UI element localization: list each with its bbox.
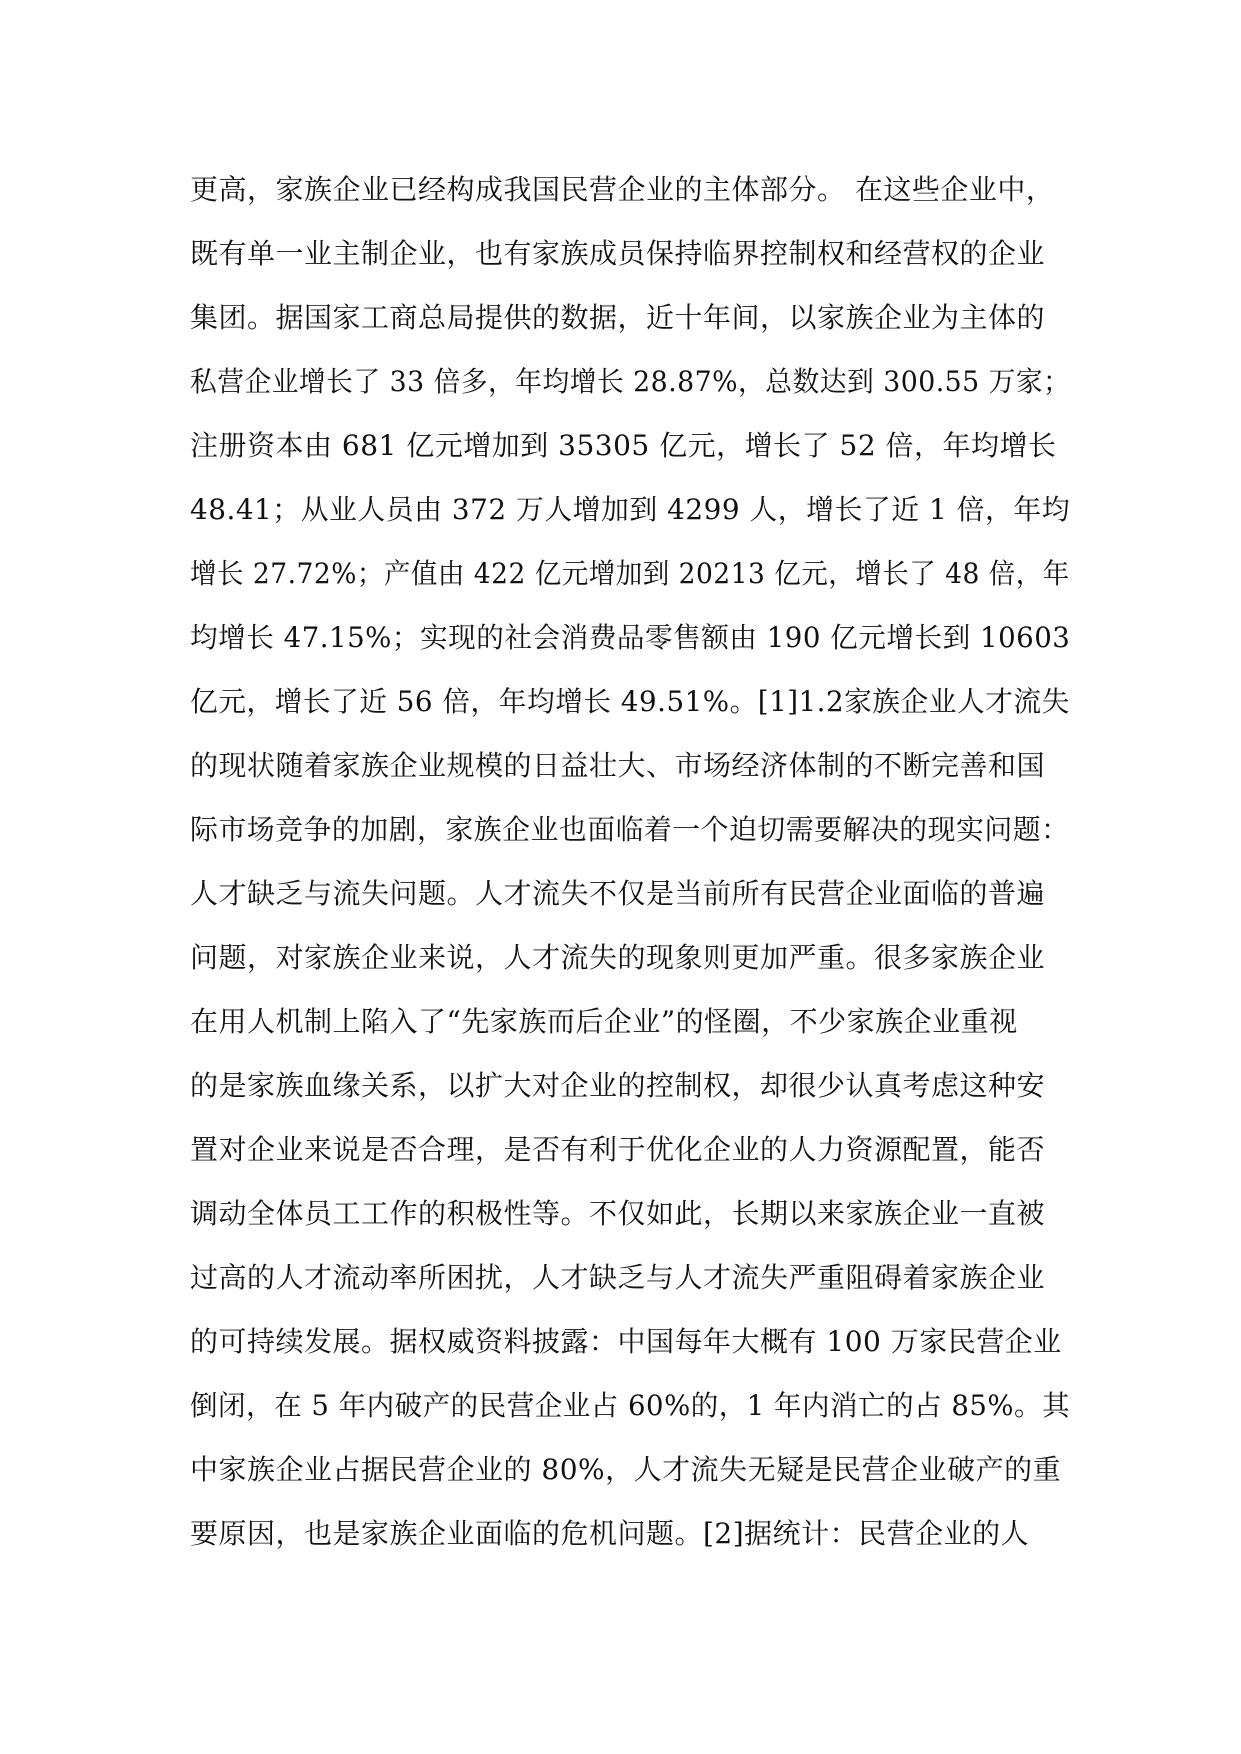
body-text — [190, 158, 1070, 1566]
text-line: 倒闭，在 5 年内破产的民营企业占 60%的，1 年内消亡的占 85%。其 — [190, 1389, 1071, 1422]
text-line: 注册资本由 681 亿元增加到 35305 亿元，增长了 52 倍，年均增长 — [190, 429, 1057, 462]
text-line: 要原因，也是家族企业面临的危机问题。[2]据统计：民营企业的人 — [190, 1517, 1030, 1550]
text-line: 48.41；从业人员由 372 万人增加到 4299 人，增长了近 1 倍，年均 — [190, 493, 1071, 526]
text-line: 私营企业增长了 33 倍多，年均增长 28.87%，总数达到 300.55 万家； — [190, 365, 1071, 398]
text-line: 过高的人才流动率所困扰，人才缺乏与人才流失严重阻碍着家族企业 — [190, 1261, 1046, 1294]
text-line: 既有单一业主制企业，也有家族成员保持临界控制权和经营权的企业 — [190, 237, 1046, 270]
text-line: 的是家族血缘关系，以扩大对企业的控制权，却很少认真考虑这种安 — [190, 1069, 1046, 1102]
text-line: 集团。据国家工商总局提供的数据，近十年间，以家族企业为主体的 — [190, 301, 1046, 334]
text-line: 置对企业来说是否合理，是否有利于优化企业的人力资源配置，能否 — [190, 1133, 1046, 1166]
text-line: 亿元，增长了近 56 倍，年均增长 49.51%。[1]1.2家族企业人才流失 — [190, 685, 1070, 718]
text-line: 更高，家族企业已经构成我国民营企业的主体部分。 在这些企业中， — [190, 173, 1055, 206]
text-line: 问题，对家族企业来说，人才流失的现象则更加严重。很多家族企业 — [190, 941, 1046, 974]
text-line: 人才缺乏与流失问题。人才流失不仅是当前所有民营企业面临的普遍 — [190, 877, 1046, 910]
text-line: 的现状随着家族企业规模的日益壮大、市场经济体制的不断完善和国 — [190, 749, 1046, 782]
text-line: 调动全体员工工作的积极性等。不仅如此，长期以来家族企业一直被 — [190, 1197, 1046, 1230]
text-line: 均增长 47.15%；实现的社会消费品零售额由 190 亿元增长到 10603 — [190, 621, 1071, 654]
text-line: 际市场竞争的加剧，家族企业也面临着一个迫切需要解决的现实问题： — [190, 813, 1070, 846]
text-line: 在用人机制上陷入了“先家族而后企业”的怪圈，不少家族企业重视 — [190, 1005, 1018, 1038]
text-line: 增长 27.72%；产值由 422 亿元增加到 20213 亿元，增长了 48 倍，年 — [190, 557, 1070, 590]
text-line: 中家族企业占据民营企业的 80%，人才流失无疑是民营企业破产的重 — [190, 1453, 1062, 1486]
text-line: 的可持续发展。据权威资料披露：中国每年大概有 100 万家民营企业 — [190, 1325, 1062, 1358]
